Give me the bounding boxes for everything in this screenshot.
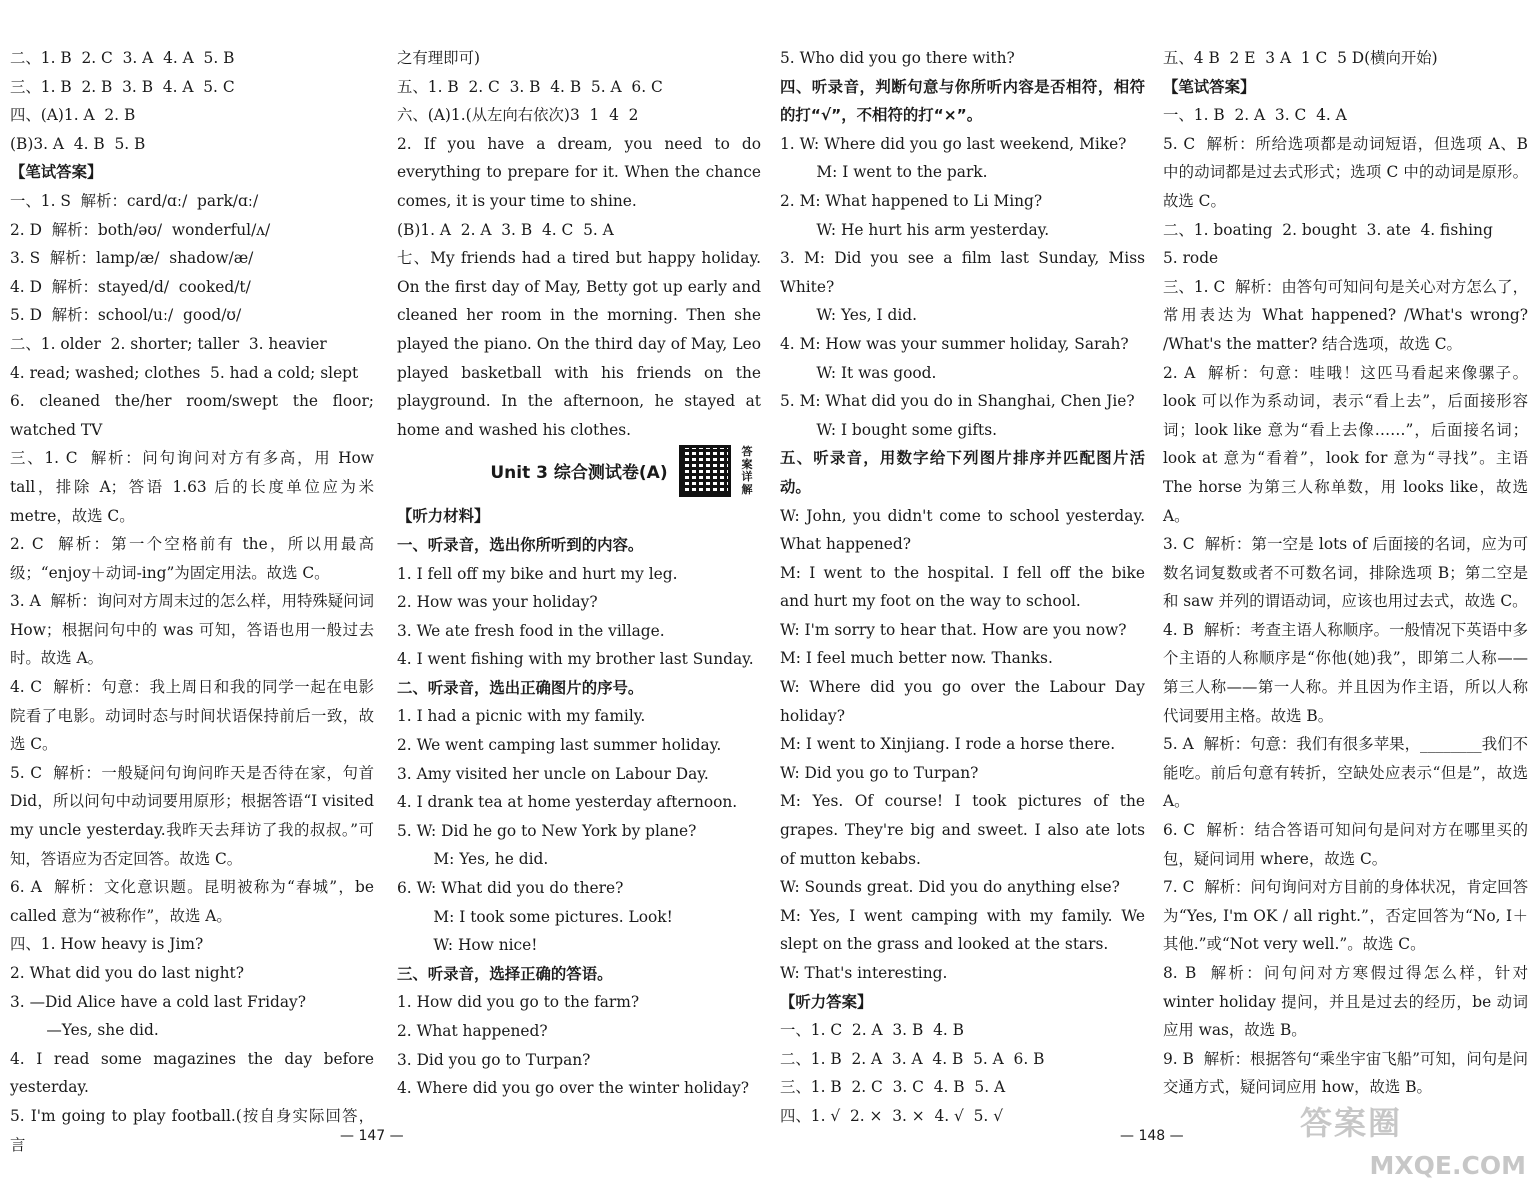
text-line: W: Where did you go over the Labour Day holiday? xyxy=(780,678,1150,725)
text-line: 五、听录音，用数字给下列图片排序并匹配图片活动。 xyxy=(780,449,1145,496)
text-line: 三、1. C 解析：由答句可知问句是关心对方怎么了，常用表达为 What happened? /What's wrong? /What's the matter? 结合选项，故选 C。 xyxy=(1163,277,1533,353)
column-4 xyxy=(1163,44,1533,1102)
text-line: 4. B 解析：考查主语人称顺序。一般情况下英语中多个主语的人称顺序是“你他(她)我”，即第二人称——第三人称——第一人称。并且因为作主语，所以人称代词要用主格。故选 B。 xyxy=(1163,620,1528,725)
text-line: 2. M: What happened to Li Ming? xyxy=(780,191,1043,210)
text-line: 1. W: Where did you go last weekend, Mike? xyxy=(780,134,1127,153)
text-line: 4. Where did you go over the winter holiday? xyxy=(397,1079,750,1098)
text-line: 【听力答案】 xyxy=(780,992,873,1011)
text-line: 三、1. C 解析：问句询问对方有多高，用 How tall，排除 A；答语 1.63 后的长度单位应为米 metre，故选 C。 xyxy=(10,449,379,525)
column-3 xyxy=(780,44,1150,1131)
text-line: M: I went to the park. xyxy=(801,163,988,182)
text-line: 二、1. B 2. C 3. A 4. A 5. B xyxy=(10,49,235,67)
text-line: M: I went to Xinjiang. I rode a horse there. xyxy=(780,735,1116,754)
text-line: 四、1. √ 2. × 3. × 4. √ 5. √ xyxy=(780,1106,1004,1125)
text-line: 6. cleaned the/her room/swept the floor; watched TV xyxy=(10,392,379,439)
text-line: 3. A 解析：询问对方周末过的怎么样，用特殊疑问词 How；根据问句中的 was 可知，答语也用一般过去时。故选 A。 xyxy=(10,592,379,668)
text-line: 二、1. boating 2. bought 3. ate 4. fishing xyxy=(1163,220,1493,239)
text-line: 4. I drank tea at home yesterday afternoon. xyxy=(397,793,738,812)
text-line: 七、My friends had a tired but happy holiday. On the first day of May, Betty got up early and cleaned her room in the morning. Then she played the piano. On the third day of May, Leo played basketball with his friends on the playground. In the afternoon, he stayed at home and washed his clothes. xyxy=(397,249,766,439)
text-line: 1. How did you go to the farm? xyxy=(397,993,640,1012)
text-line: 7. C 解析：问句询问对方目前的身体状况，肯定回答为“Yes, I'm OK / all right.”，否定回答为“No, I＋其他.”或“Not very well.”。故选 C。 xyxy=(1163,878,1528,954)
text-line: 四、1. How heavy is Jim? xyxy=(10,935,204,954)
text-line: 5. A 解析：句意：我们有很多苹果，________我们不能吃。前后句意有转折，空缺处应表示“但是”，故选 A。 xyxy=(1163,735,1533,811)
text-line: 3. We ate fresh food in the village. xyxy=(397,621,665,640)
text-line: W: That's interesting. xyxy=(780,964,948,982)
text-line: 之有理即可) xyxy=(397,49,480,67)
text-line: W: Sounds great. Did you do anything else? xyxy=(780,878,1120,897)
text-line: 二、1. B 2. A 3. A 4. B 5. A 6. B xyxy=(780,1049,1045,1068)
text-line: 2. A 解析：句意：哇哦！这匹马看起来像骡子。look 可以作为系动词，表示“看上去”，后面接形容词；look like 意为“看上去像……”，后面接名词；look at 意为“看着”，look for 意为“寻找”。主语 The horse 为第三人称单数，用 looks like，故选 A。 xyxy=(1163,363,1533,525)
text-line: 【笔试答案】 xyxy=(1163,77,1256,96)
text-line: 2. C 解析：第一个空格前有 the，所以用最高级；“enjoy＋动词-ing”为固定用法。故选 C。 xyxy=(10,535,374,582)
column-2-answers xyxy=(397,44,766,444)
text-line: W: I bought some gifts. xyxy=(801,420,997,439)
text-line: 1. I had a picnic with my family. xyxy=(397,707,646,726)
text-line: 9. B 解析：根据答句“乘坐宇宙飞船”可知，问句是问交通方式，疑问词应用 how，故选 B。 xyxy=(1163,1049,1528,1097)
text-line: 3. —Did Alice have a cold last Friday? xyxy=(10,992,306,1011)
text-line: —Yes, she did. xyxy=(31,1021,159,1040)
text-line: 6. W: What did you do there? xyxy=(397,879,624,898)
page-number-left: — 147 — xyxy=(340,1128,404,1144)
text-line: M: I feel much better now. Thanks. xyxy=(780,649,1053,668)
unit-title-block xyxy=(397,444,761,502)
text-line: 4. C 解析：句意：我上周日和我的同学一起在电影院看了电影。动词时态与时间状语保持前后一致，故选 C。 xyxy=(10,678,374,754)
text-line: 五、1. B 2. C 3. B 4. B 5. A 6. C xyxy=(397,77,663,96)
text-line: (B)3. A 4. B 5. B xyxy=(10,134,146,153)
text-line: W: He hurt his arm yesterday. xyxy=(801,220,1050,239)
text-line: 4. read; washed; clothes 5. had a cold; slept xyxy=(10,363,359,382)
text-line: 5. C 解析：所给选项都是动词短语，但选项 A、B 中的动词都是过去式形式；选项 C 中的动词是原形。故选 C。 xyxy=(1163,134,1533,210)
text-line: 5. M: What did you do in Shanghai, Chen Jie? xyxy=(780,392,1135,411)
text-line: 2. What happened? xyxy=(397,1022,548,1040)
text-line: 5. Who did you go there with? xyxy=(780,49,1015,67)
text-line: 6. A 解析：文化意识题。昆明被称为“春城”，be called 意为“被称作”，故选 A。 xyxy=(10,878,379,925)
text-line: 5. C 解析：一般疑问句询问昨天是否待在家，句首 Did，所以问句中动词要用原形；根据答语“I visited my uncle yesterday.我昨天去拜访了我的叔叔。”可知，答语应为否定回答。故选 C。 xyxy=(10,763,379,868)
text-line: 2. What did you do last night? xyxy=(10,964,244,982)
text-line: 一、1. S 解析：card/ɑː/ park/ɑː/ xyxy=(10,191,259,210)
qr-caption: 答案详解 xyxy=(741,445,753,496)
text-line: 一、1. B 2. A 3. C 4. A xyxy=(1163,106,1347,125)
text-line: 二、听录音，选出正确图片的序号。 xyxy=(397,678,644,697)
text-line: 2. If you have a dream, you need to do everything to prepare for it. When the chance comes, it is your time to shine. xyxy=(397,134,766,210)
text-line: 5. rode xyxy=(1163,249,1219,268)
text-line: 8. B 解析：问句问对方寒假过得怎么样，针对 winter holiday 提问，并且是过去的经历，be 动词应用 was，故选 B。 xyxy=(1163,964,1533,1040)
text-line: 2. How was your holiday? xyxy=(397,593,598,612)
text-line: M: I went to the hospital. I fell off the bike and hurt my foot on the way to school. xyxy=(780,563,1150,611)
text-line: 三、听录音，选择正确的答语。 xyxy=(397,964,613,983)
text-line: 【听力材料】 xyxy=(397,507,490,526)
text-line: M: Yes. Of course! I took pictures of the grapes. They're big and sweet. I also ate lots of mutton kebabs. xyxy=(780,792,1150,868)
text-line: 4. M: How was your summer holiday, Sarah? xyxy=(780,334,1129,353)
column-1 xyxy=(10,44,379,1159)
text-line: 6. C 解析：结合答语可知问句是问对方在哪里买的包，疑问词用 where，故选 C。 xyxy=(1163,821,1528,868)
text-line: 三、1. B 2. C 3. C 4. B 5. A xyxy=(780,1078,1006,1097)
text-line: 2. We went camping last summer holiday. xyxy=(397,736,722,755)
text-line: M: I took some pictures. Look! xyxy=(418,907,673,926)
text-line: (B)1. A 2. A 3. B 4. C 5. A xyxy=(397,220,614,239)
text-line: 四、听录音，判断句意与你所听内容是否相符，相符的打“√”，不相符的打“×”。 xyxy=(780,77,1145,125)
text-line: 一、听录音，选出你所听到的内容。 xyxy=(397,535,644,554)
text-line: 二、1. older 2. shorter; taller 3. heavier xyxy=(10,334,327,353)
text-line: W: How nice! xyxy=(418,936,538,955)
text-line: 一、1. C 2. A 3. B 4. B xyxy=(780,1021,964,1040)
text-line: M: Yes, I went camping with my family. We slept on the grass and looked at the stars. xyxy=(780,906,1150,954)
text-line: W: John, you didn't come to school yesterday. What happened? xyxy=(780,506,1150,554)
text-line: 4. D 解析：stayed/d/ cooked/t/ xyxy=(10,277,251,296)
text-line: M: Yes, he did. xyxy=(418,850,549,869)
text-line: 四、(A)1. A 2. B xyxy=(10,106,136,125)
text-line: 1. I fell off my bike and hurt my leg. xyxy=(397,564,678,583)
text-line: 3. S 解析：lamp/æ/ shadow/æ/ xyxy=(10,249,254,268)
text-line: 六、(A)1.(从左向右依次)3 1 4 2 xyxy=(397,106,639,125)
text-line: 3. C 解析：第一空是 lots of 后面接的名词，应为可数名词复数或者不可数名词，排除选项 B；第二空是和 saw 并列的谓语动词，应该也用过去式，故选 C。 xyxy=(1163,535,1528,611)
column-2-listening xyxy=(397,502,761,1102)
text-line: 3. Did you go to Turpan? xyxy=(397,1050,591,1069)
text-line: 5. D 解析：school/uː/ good/ʊ/ xyxy=(10,306,242,325)
watermark-logo: 答案圈 MXQE.COM xyxy=(1300,1104,1526,1180)
qr-code-icon xyxy=(679,445,731,497)
text-line: 三、1. B 2. B 3. B 4. A 5. C xyxy=(10,77,235,96)
text-line: 5. I'm going to play football.(按自身实际回答，言 xyxy=(10,1106,374,1154)
page-number-right: — 148 — xyxy=(1120,1128,1184,1144)
text-line: 【笔试答案】 xyxy=(10,163,103,182)
text-line: 4. I read some magazines the day before yesterday. xyxy=(10,1049,379,1097)
unit-title: Unit 3 综合测试卷(A) xyxy=(490,463,668,484)
text-line: 3. Amy visited her uncle on Labour Day. xyxy=(397,764,709,783)
text-line: W: Did you go to Turpan? xyxy=(780,763,979,782)
text-line: 五、4 B 2 E 3 A 1 C 5 D(横向开始) xyxy=(1163,49,1438,67)
text-line: W: Yes, I did. xyxy=(801,306,918,325)
text-line: 4. I went fishing with my brother last Sunday. xyxy=(397,650,754,669)
text-line: 2. D 解析：both/əʊ/ wonderful/ʌ/ xyxy=(10,220,271,239)
text-line: W: It was good. xyxy=(801,363,937,382)
text-line: 3. M: Did you see a film last Sunday, Miss White? xyxy=(780,249,1150,296)
text-line: W: I'm sorry to hear that. How are you now? xyxy=(780,620,1127,639)
text-line: 5. W: Did he go to New York by plane? xyxy=(397,821,697,840)
column-2 xyxy=(397,44,766,1103)
